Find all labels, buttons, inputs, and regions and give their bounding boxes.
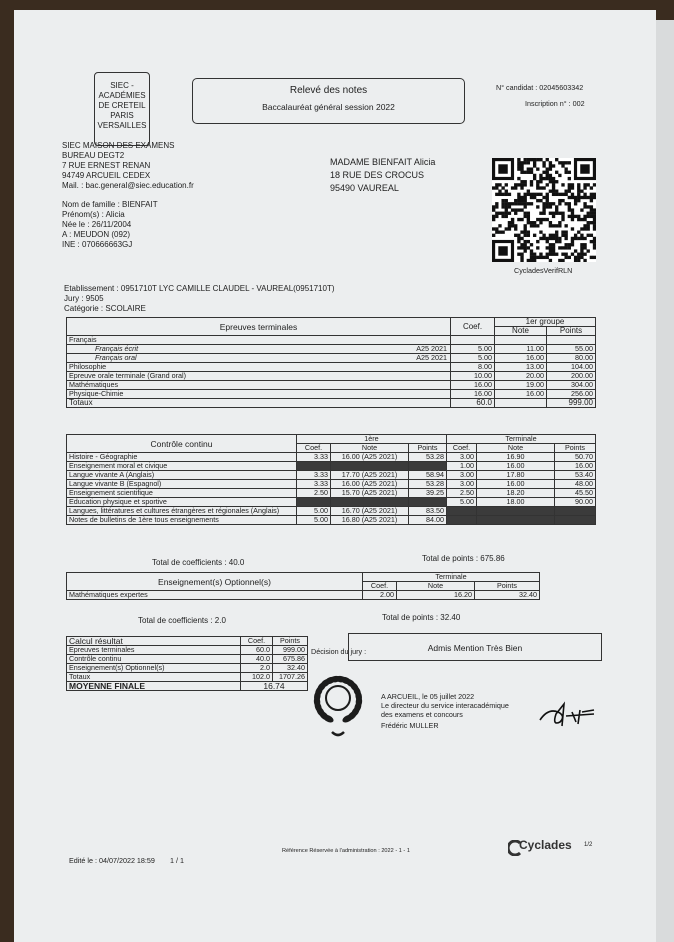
continu-total-points: Total de points : 675.86	[422, 554, 505, 563]
table-row	[67, 336, 596, 345]
terminale-coef-cell: 3.00	[447, 471, 477, 480]
terminale-points-cell	[555, 516, 596, 525]
result-heading: Calcul résultat	[67, 637, 241, 646]
total-points: 999.00	[547, 399, 596, 408]
result-label: Epreuves terminales	[67, 646, 241, 655]
result-table	[66, 636, 308, 691]
points-cell: 256.00	[547, 390, 596, 399]
optional-total-coef: Total de coefficients : 2.0	[138, 616, 226, 625]
points-header: Points	[273, 637, 308, 646]
terminale-points-cell: 53.40	[555, 471, 596, 480]
result-coef: 2.0	[241, 664, 273, 673]
subject-cell	[67, 390, 451, 399]
terminale-points-cell: 45.50	[555, 489, 596, 498]
note-cell: 20.00	[495, 372, 547, 381]
subject-label: Notes de bulletins de 1ère tous enseignements	[67, 516, 297, 525]
note-cell: 19.00	[495, 381, 547, 390]
result-label: Contrôle continu	[67, 655, 241, 664]
school-line: Etablissement : 0951710T LYC CAMILLE CLAUDEL - VAUREAL(0951710T)	[64, 284, 335, 293]
handwritten-signature	[536, 698, 598, 735]
coef-cell: 10.00	[451, 372, 495, 381]
republic-seal	[310, 666, 366, 740]
first-coef-cell: 3.33	[297, 453, 331, 462]
points-header: Points	[409, 444, 447, 453]
student-line: Prénom(s) : Alicia	[62, 210, 125, 219]
final-average-label: MOYENNE FINALE	[67, 682, 241, 691]
cyclades-brand: Cyclades	[519, 838, 572, 852]
terminale-points-cell	[555, 507, 596, 516]
terminale-coef-cell: 1.00	[447, 462, 477, 471]
terminale-coef-cell: 5.00	[447, 498, 477, 507]
sender-line: BUREAU DEGT2	[62, 151, 125, 160]
points-cell: 104.00	[547, 363, 596, 372]
first-coef-cell: 3.33	[297, 480, 331, 489]
first-coef-cell: 2.50	[297, 489, 331, 498]
optional-subject: Mathématiques expertes	[67, 591, 363, 600]
points-cell: 200.00	[547, 372, 596, 381]
subject-label: Epreuve orale terminale (Grand oral)	[69, 371, 187, 380]
table-row	[67, 372, 596, 381]
subject-cell	[67, 354, 451, 363]
logo-line: VERSAILLES	[97, 121, 147, 130]
document-title: Relevé des notes	[289, 85, 368, 96]
continu-heading: Contrôle continu	[67, 435, 297, 453]
points-cell: 55.00	[547, 345, 596, 354]
terminal-heading: Epreuves terminales	[67, 318, 451, 336]
sender-line: 94749 ARCUEIL CEDEX	[62, 171, 151, 180]
first-note-cell: 15.70 (A25 2021)	[331, 489, 409, 498]
first-note-cell: 16.00 (A25 2021)	[331, 480, 409, 489]
addressee-line: MADAME BIENFAIT Alicia	[330, 157, 436, 167]
session-ref: A25 2021	[416, 353, 447, 362]
siec-logo	[94, 72, 150, 146]
sender-line: Mail. : bac.general@siec.education.fr	[62, 181, 194, 190]
first-note-cell: 16.70 (A25 2021)	[331, 507, 409, 516]
terminale-points-cell: 90.00	[555, 498, 596, 507]
student-line: Née le : 26/11/2004	[62, 220, 132, 229]
coef-header: Coef.	[363, 582, 397, 591]
addressee-line: 95490 VAUREAL	[330, 183, 399, 193]
qr-code	[492, 158, 596, 262]
first-points-cell: 53.28	[409, 480, 447, 489]
coef-header: Coef.	[451, 318, 495, 336]
sender-address	[62, 141, 194, 191]
result-label: Totaux	[67, 673, 241, 682]
optional-heading: Enseignement(s) Optionnel(s)	[67, 573, 363, 591]
optional-table	[66, 572, 540, 600]
final-average-value: 16.74	[241, 682, 308, 691]
points-cell: 80.00	[547, 354, 596, 363]
coef-cell: 5.00	[451, 354, 495, 363]
page-number: 1/2	[584, 842, 593, 848]
optional-points: 32.40	[475, 591, 540, 600]
first-points-cell: 39.25	[409, 489, 447, 498]
coef-cell: 5.00	[451, 345, 495, 354]
subject-label: Français oral	[95, 353, 137, 362]
table-row	[67, 516, 596, 525]
first-note-cell: 16.80 (A25 2021)	[331, 516, 409, 525]
points-header: Points	[475, 582, 540, 591]
terminale-note-cell: 18.00	[477, 498, 555, 507]
admin-reference: Référence Réservée à l'administration : 2022 - 1 - 1	[282, 848, 410, 854]
optional-total-points: Total de points : 32.40	[382, 613, 461, 622]
subject-label: Français	[69, 335, 97, 344]
terminale-coef-cell: 2.50	[447, 489, 477, 498]
first-coef-cell: 5.00	[297, 507, 331, 516]
subject-label: Enseignement moral et civique	[67, 462, 297, 471]
terminale-coef-cell: 3.00	[447, 480, 477, 489]
coef-header: Coef.	[447, 444, 477, 453]
terminale-note-cell	[477, 516, 555, 525]
subject-label: Enseignement scientifique	[67, 489, 297, 498]
sender-line: 7 RUE ERNEST RENAN	[62, 161, 151, 170]
empty-cell	[495, 399, 547, 408]
note-cell: 16.00	[495, 390, 547, 399]
coef-cell: 8.00	[451, 363, 495, 372]
table-row	[67, 390, 596, 399]
subject-label: Français écrit	[95, 344, 139, 353]
result-points: 32.40	[273, 664, 308, 673]
first-points-cell: 83.50	[409, 507, 447, 516]
session-ref: A25 2021	[416, 344, 447, 353]
terminale-note-cell: 16.00	[477, 462, 555, 471]
decision-value: Admis Mention Très Bien	[427, 643, 523, 653]
addressee-line: 18 RUE DES CROCUS	[330, 170, 425, 180]
points-header: Points	[555, 444, 596, 453]
inscription-number: Inscription n° : 002	[525, 99, 585, 108]
decision-box	[348, 633, 602, 661]
coef-cell: 16.00	[451, 390, 495, 399]
signature-line: Le directeur du service interacadémique	[381, 701, 509, 710]
qr-caption: CycladesVerifRLN	[514, 266, 573, 275]
subject-label: Philosophie	[69, 362, 107, 371]
note-header: Note	[477, 444, 555, 453]
note-cell: 11.00	[495, 345, 547, 354]
continuous-assessment-table	[66, 434, 596, 525]
result-coef: 60.0	[241, 646, 273, 655]
result-points: 1707.26	[273, 673, 308, 682]
logo-line: PARIS	[110, 111, 134, 120]
addressee-address	[330, 156, 435, 195]
subject-label: Physique-Chimie	[69, 389, 124, 398]
result-coef: 40.0	[241, 655, 273, 664]
terminale-points-cell: 48.00	[555, 480, 596, 489]
result-label: Enseignement(s) Optionnel(s)	[67, 664, 241, 673]
first-coef-cell: 5.00	[297, 516, 331, 525]
result-coef: 102.0	[241, 673, 273, 682]
group-header: 1er groupe	[495, 318, 596, 327]
first-coef-cell: 3.33	[297, 471, 331, 480]
terminale-coef-cell	[447, 516, 477, 525]
note-header: Note	[397, 582, 475, 591]
terminale-note-cell: 18.20	[477, 489, 555, 498]
total-coef: 60.0	[451, 399, 495, 408]
note-header: Note	[331, 444, 409, 453]
subject-cell	[67, 381, 451, 390]
school-line: Jury : 9505	[64, 294, 104, 303]
coef-header: Coef.	[297, 444, 331, 453]
result-points: 999.00	[273, 646, 308, 655]
title-box	[192, 78, 465, 124]
signature-line: des examens et concours	[381, 710, 463, 719]
page-count: 1 / 1	[170, 856, 184, 865]
subject-cell	[67, 372, 451, 381]
optional-note: 16.20	[397, 591, 475, 600]
note-cell: 16.00	[495, 354, 547, 363]
subject-label: Mathématiques	[69, 380, 119, 389]
points-header: Points	[547, 327, 596, 336]
note-header: Note	[495, 327, 547, 336]
edited-date: Edité le : 04/07/2022 18:59	[69, 856, 155, 865]
first-points-cell: 58.94	[409, 471, 447, 480]
total-label: Totaux	[67, 399, 451, 408]
first-points-cell: 84.00	[409, 516, 447, 525]
terminale-header: Terminale	[363, 573, 540, 582]
first-note-cell: 17.70 (A25 2021)	[331, 471, 409, 480]
subject-label: Histoire - Géographie	[67, 453, 297, 462]
terminale-note-cell: 17.80	[477, 471, 555, 480]
school-line: Catégorie : SCOLAIRE	[64, 304, 146, 313]
logo-line: SIEC -	[110, 81, 134, 90]
table-row	[67, 354, 596, 363]
terminale-header: Terminale	[447, 435, 596, 444]
first-note-cell: 16.00 (A25 2021)	[331, 453, 409, 462]
transcript-page	[14, 10, 656, 942]
first-year-header: 1ère	[297, 435, 447, 444]
coef-cell: 16.00	[451, 381, 495, 390]
logo-line: ACADÉMIES	[98, 91, 146, 100]
signature-block	[381, 692, 509, 730]
student-line: INE : 070666663GJ	[62, 240, 133, 249]
optional-coef: 2.00	[363, 591, 397, 600]
student-info	[62, 200, 158, 250]
table-row	[67, 664, 308, 673]
terminale-points-cell: 16.00	[555, 462, 596, 471]
signature-line: Frédéric MULLER	[381, 721, 439, 730]
decision-label: Décision du jury :	[311, 647, 367, 656]
logo-line: DE CRETEIL	[98, 101, 146, 110]
student-line: Nom de famille : BIENFAIT	[62, 200, 158, 209]
subject-label: Langues, littératures et cultures étrangères et régionales (Anglais)	[67, 507, 297, 516]
table-row	[67, 381, 596, 390]
subject-label: Langue vivante A (Anglais)	[67, 471, 297, 480]
terminale-points-cell: 50.70	[555, 453, 596, 462]
result-points: 675.86	[273, 655, 308, 664]
points-cell: 304.00	[547, 381, 596, 390]
candidate-number: N° candidat : 02045603342	[496, 83, 584, 92]
terminale-coef-cell	[447, 507, 477, 516]
terminale-note-cell: 16.00	[477, 480, 555, 489]
student-line: A : MEUDON (092)	[62, 230, 131, 239]
terminale-coef-cell: 3.00	[447, 453, 477, 462]
coef-header: Coef.	[241, 637, 273, 646]
table-row	[67, 345, 596, 354]
terminale-note-cell	[477, 507, 555, 516]
terminale-note-cell: 16.90	[477, 453, 555, 462]
sender-line: SIEC MAISON DES EXAMENS	[62, 141, 175, 150]
subject-label: Education physique et sportive	[67, 498, 297, 507]
continu-total-coef: Total de coefficients : 40.0	[152, 558, 245, 567]
terminal-exams-table	[66, 317, 596, 408]
note-cell: 13.00	[495, 363, 547, 372]
subject-label: Langue vivante B (Espagnol)	[67, 480, 297, 489]
document-subtitle: Baccalauréat général session 2022	[262, 102, 395, 112]
signature-line: A ARCUEIL, le 05 juillet 2022	[381, 692, 475, 701]
school-info	[64, 284, 335, 314]
first-points-cell: 53.28	[409, 453, 447, 462]
